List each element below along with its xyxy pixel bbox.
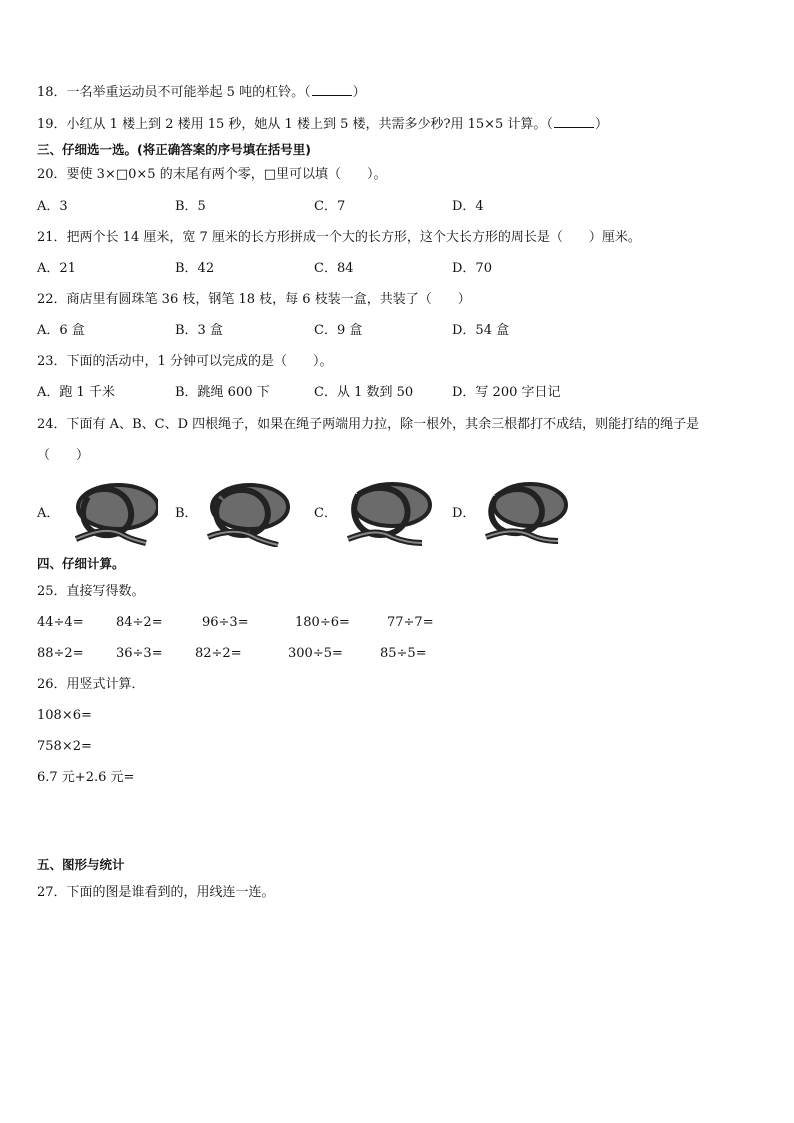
q18-close: ）	[352, 85, 366, 100]
q23-option-b[interactable]: B．跳绳 600 下	[175, 385, 270, 400]
q18-line	[37, 84, 366, 101]
q23-option-d[interactable]: D．写 200 字日记	[452, 385, 561, 400]
q25-row2-item4: 300÷5=	[288, 646, 343, 661]
q25-stem: 25．直接写得数。	[37, 584, 145, 599]
q25-row2-item1: 88÷2=	[37, 646, 84, 661]
q18-text: 18．一名举重运动员不可能举起 5 吨的杠铃。（	[37, 85, 311, 100]
q19-close: ）	[594, 117, 608, 132]
rope-a-image[interactable]	[68, 477, 158, 547]
q25-row1-item5: 77÷7=	[387, 615, 434, 630]
q21-stem: 21．把两个长 14 厘米，宽 7 厘米的长方形拼成一个大的长方形，这个大长方形的周长是（ ）厘米。	[37, 230, 641, 245]
q24-paren: （ ）	[37, 448, 90, 463]
q26-item3: 6.7 元+2.6 元=	[37, 770, 135, 785]
section4-heading: 四、仔细计算。	[37, 556, 125, 571]
q24-option-d[interactable]: D．	[452, 506, 476, 521]
q23-option-c[interactable]: C．从 1 数到 50	[314, 385, 414, 400]
q26-item2: 758×2=	[37, 739, 92, 754]
q22-option-b[interactable]: B．3 盒	[175, 323, 223, 338]
rope-d-image[interactable]	[478, 477, 568, 547]
q19-line	[37, 116, 608, 133]
q20-option-c[interactable]: C．7	[314, 199, 346, 214]
q20-option-d[interactable]: D．4	[452, 199, 484, 214]
q21-option-c[interactable]: C．84	[314, 261, 354, 276]
q24-option-c[interactable]: C．	[314, 506, 337, 521]
q19-text: 19．小红从 1 楼上到 2 楼用 15 秒，她从 1 楼上到 5 楼，共需多少秒?用 15×5 计算。（	[37, 117, 553, 132]
q20-stem: 20．要使 3×□0×5 的末尾有两个零，□里可以填（ ）。	[37, 167, 387, 182]
q20-option-b[interactable]: B．5	[175, 199, 206, 214]
q23-option-a[interactable]: A．跑 1 千米	[37, 385, 115, 400]
q22-stem: 22．商店里有圆珠笔 36 枝，钢笔 18 枝，每 6 枝装一盒，共装了（ ）	[37, 292, 471, 307]
q24-option-a[interactable]: A．	[37, 506, 60, 521]
q19-answer-blank[interactable]	[554, 116, 594, 128]
q25-row1-item1: 44÷4=	[37, 615, 84, 630]
q24-stem: 24．下面有 A、B、C、D 四根绳子，如果在绳子两端用力拉，除一根外，其余三根都打不成结，则能打结的绳子是	[37, 417, 700, 432]
q25-row1-item3: 96÷3=	[202, 615, 249, 630]
q22-option-d[interactable]: D．54 盒	[452, 323, 510, 338]
q21-option-d[interactable]: D．70	[452, 261, 492, 276]
q18-answer-blank[interactable]	[312, 84, 352, 96]
q25-row2-item5: 85÷5=	[380, 646, 427, 661]
q22-option-c[interactable]: C．9 盒	[314, 323, 363, 338]
q25-row2-item2: 36÷3=	[116, 646, 163, 661]
rope-c-image[interactable]	[342, 477, 432, 547]
q27-stem: 27．下面的图是谁看到的，用线连一连。	[37, 885, 275, 900]
q26-stem: 26．用竖式计算．	[37, 677, 145, 692]
q24-option-b[interactable]: B．	[175, 506, 198, 521]
q26-item1: 108×6=	[37, 708, 92, 723]
q21-option-b[interactable]: B．42	[175, 261, 215, 276]
section3-heading: 三、仔细选一选。(将正确答案的序号填在括号里)	[37, 142, 311, 157]
q25-row1-item2: 84÷2=	[116, 615, 163, 630]
section5-heading: 五、图形与统计	[37, 857, 125, 872]
q20-option-a[interactable]: A．3	[37, 199, 68, 214]
q23-stem: 23．下面的活动中，1 分钟可以完成的是（ ）。	[37, 354, 333, 369]
q22-option-a[interactable]: A．6 盒	[37, 323, 85, 338]
q25-row2-item3: 82÷2=	[195, 646, 242, 661]
q21-option-a[interactable]: A．21	[37, 261, 76, 276]
rope-b-image[interactable]	[202, 477, 292, 547]
q25-row1-item4: 180÷6=	[295, 615, 350, 630]
